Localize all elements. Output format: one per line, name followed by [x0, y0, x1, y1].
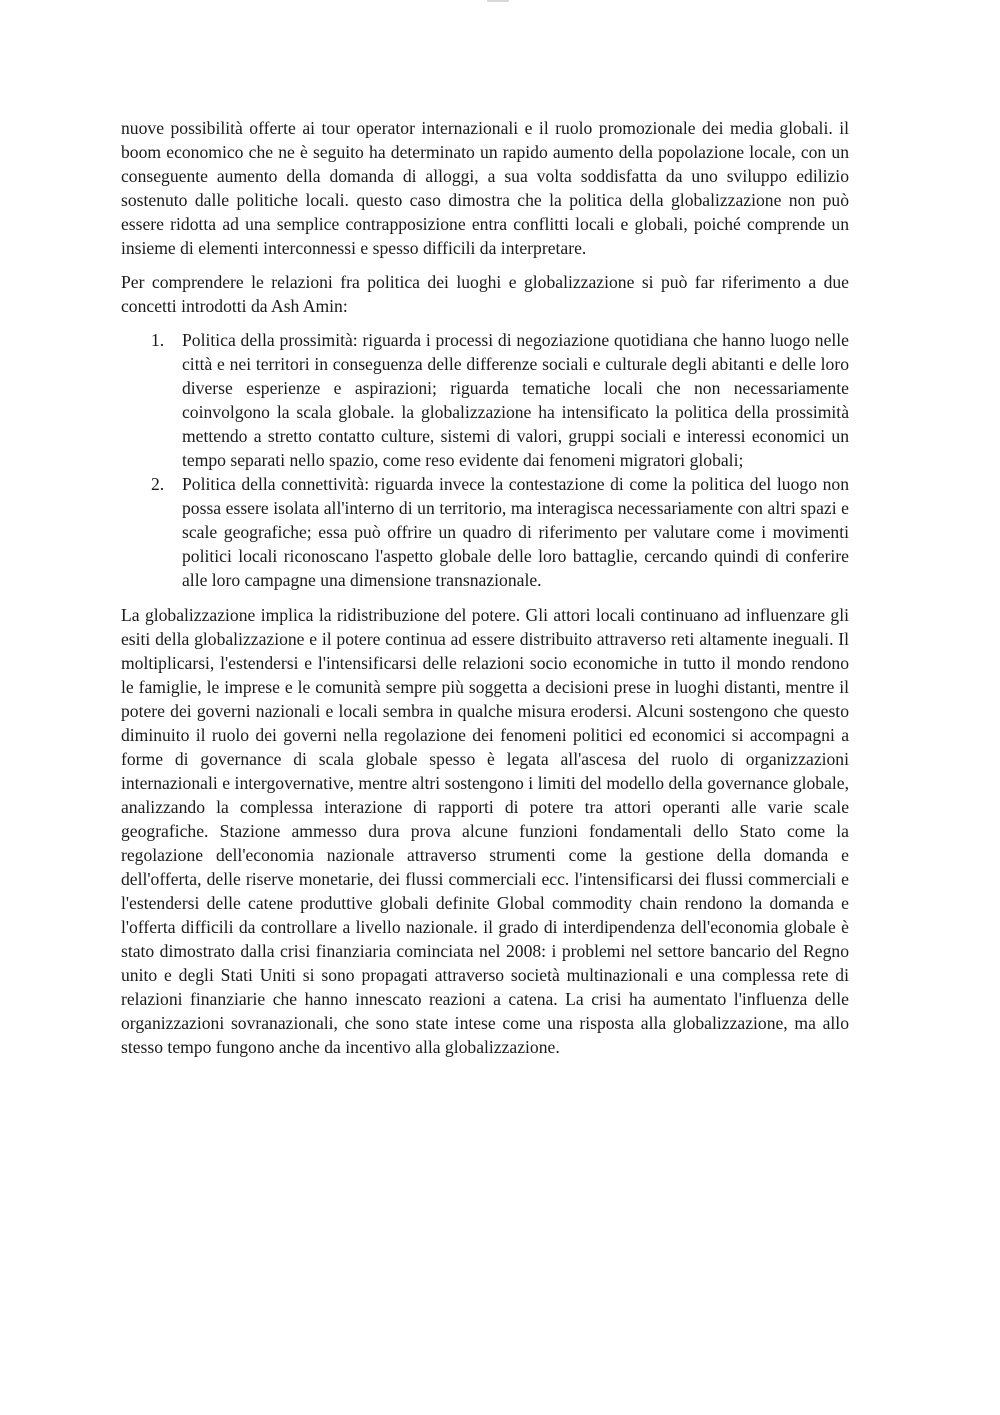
list-item-text: Politica della connettività: riguarda invece la contestazione di come la politica del luogo non possa essere isolata all'interno di un territorio, ma interagisca necessariamente con altri spazi e scale geografiche; essa può offrire un quadro di riferimento per valutare come i movimenti politici locali riconoscano l'aspetto globale delle loro battaglie, cercando quindi di conferire alle loro campagne una dimensione transnazionale.: [182, 474, 849, 590]
list-item-connectivity: [121, 472, 849, 592]
page-header-mark: [487, 0, 509, 2]
list-item-proximity: [121, 328, 849, 472]
paragraph-intro-continuation: nuove possibilità offerte ai tour operator internazionali e il ruolo promozionale dei media globali. il boom economico che ne è seguito ha determinato un rapido aumento della popolazione locale, con un conseguente aumento della domanda di alloggi, a sua volta soddisfatta da uno sviluppo edilizio sostenuto dalle politiche locali. questo caso dimostra che la politica della globalizzazione non può essere ridotta ad una semplice contrapposizione entra conflitti locali e globali, poiché comprende un insieme di elementi interconnessi e spesso difficili da interpretare.: [121, 118, 849, 258]
list-item-text: Politica della prossimità: riguarda i processi di negoziazione quotidiana che hanno luogo nelle città e nei territori in conseguenza delle differenze sociali e culturale degli abitanti e delle loro diverse esperienze e aspirazioni; riguarda tematiche locali che non necessariamente coinvolgono la scala globale. la globalizzazione ha intensificato la politica della prossimità mettendo a stretto contatto culture, sistemi di valori, gruppi sociali e interessi economici un tempo separati nello spazio, come reso evidente dai fenomeni migratori globali;: [182, 330, 849, 470]
list-number: 2.: [151, 474, 165, 494]
paragraph-power-redistribution: La globalizzazione implica la ridistribuzione del potere. Gli attori locali continuano ad influenzare gli esiti della globalizzazione e il potere continua ad essere distribuito attraverso reti altamente ineguali. Il moltiplicarsi, l'estendersi e l'intensificarsi delle relazioni socio economiche in tutto il mondo rendono le famiglie, le imprese e le comunità sempre più soggetta a decisioni prese in luoghi distanti, mentre il potere dei governi nazionali e locali sembra in qualche misura erodersi. Alcuni sostengono che questo diminuito il ruolo dei governi nella regolazione dei fenomeni politici ed economici si accompagni a forme di governance di scala globale spesso è legata all'ascesa del ruolo di organizzazioni internazionali e intergovernative, mentre altri sostengono i limiti del modello della governance globale, analizzando la complessa interazione di rapporti di potere tra attori operanti alle varie scale geografiche. Stazione ammesso dura prova alcune funzioni fondamentali dello Stato come la regolazione dell'economia nazionale attraverso strumenti come la gestione della domanda e dell'offerta, delle riserve monetarie, dei flussi commerciali ecc. l'intensificarsi dei flussi commerciali e l'estendersi delle catene produttive globali definite Global commodity chain rendono la domanda e l'offerta difficili da controllare a livello nazionale. il grado di interdipendenza dell'economia globale è stato dimostrato dalla crisi finanziaria cominciata nel 2008: i problemi nel settore bancario del Regno unito e degli Stati Uniti si sono propagati attraverso società multinazionali e una complessa rete di relazioni finanziarie che hanno innescato reazioni a catena. La crisi ha aumentato l'influenza delle organizzazioni sovranazionali, che sono state intese come una risposta alla globalizzazione, ma allo stesso tempo fungono anche da incentivo alla globalizzazione.: [121, 605, 849, 1057]
paragraph-ash-amin-intro: Per comprendere le relazioni fra politica dei luoghi e globalizzazione si può far riferimento a due concetti introdotti da Ash Amin:: [121, 272, 849, 316]
concepts-list: [121, 328, 849, 592]
document-page: [121, 116, 849, 1069]
list-number: 1.: [151, 330, 165, 350]
